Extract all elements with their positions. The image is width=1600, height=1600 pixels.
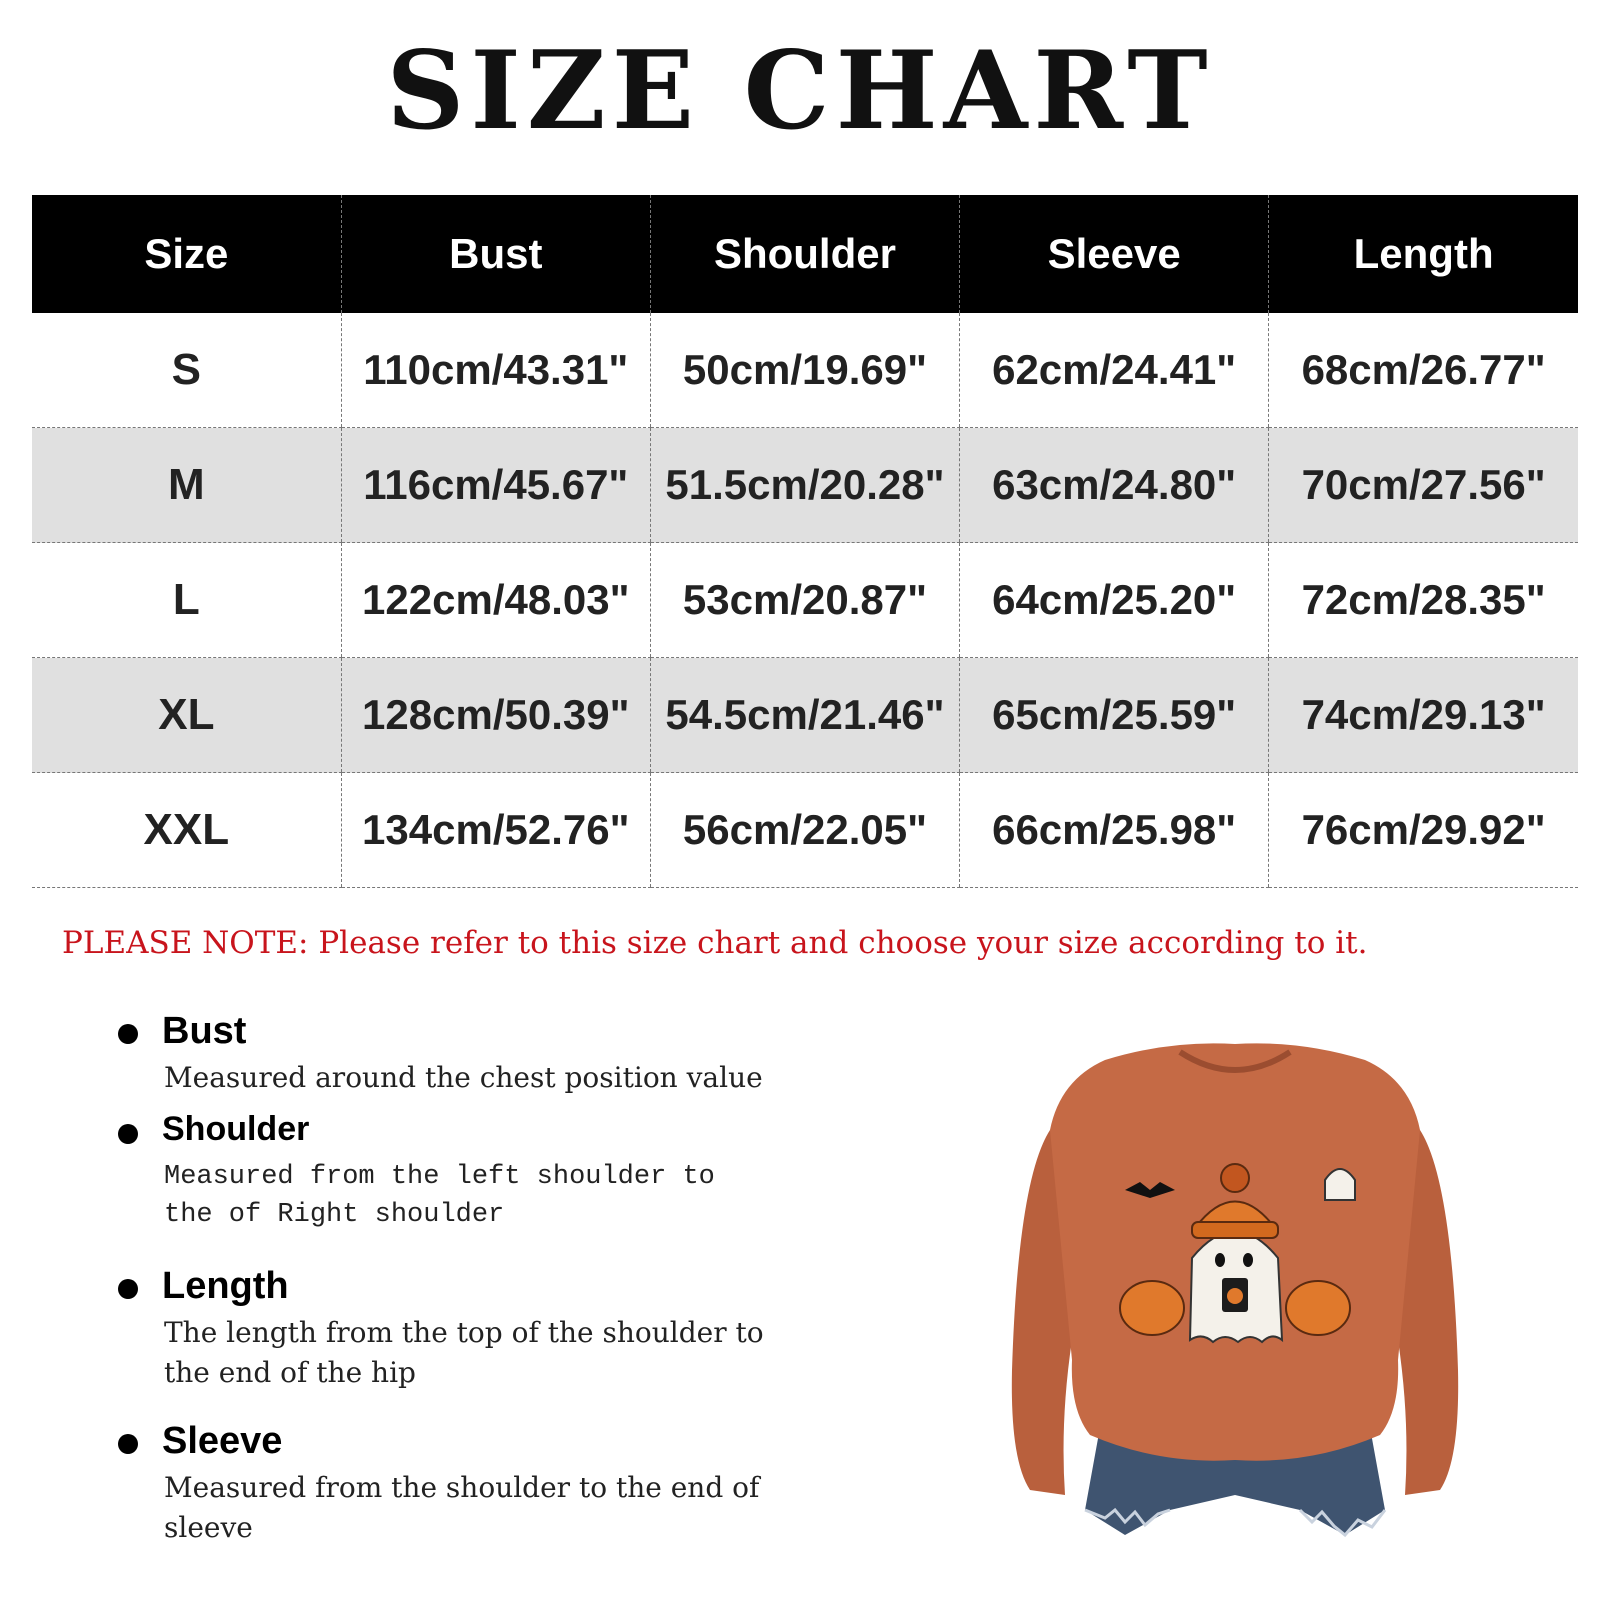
header-size: Size	[32, 195, 341, 313]
header-length: Length	[1269, 195, 1578, 313]
cell-bust: 110cm/43.31"	[341, 313, 650, 428]
size-note: PLEASE NOTE: Please refer to this size chart and choose your size according to it.	[62, 925, 1368, 961]
cell-sleeve: 62cm/24.41"	[960, 313, 1269, 428]
legend-title: Sleeve	[162, 1420, 283, 1462]
cell-shoulder: 53cm/20.87"	[650, 543, 959, 658]
table-row	[32, 543, 1578, 658]
cell-shoulder: 50cm/19.69"	[650, 313, 959, 428]
legend-title: Shoulder	[162, 1110, 310, 1148]
sweatshirt-product-image	[1010, 1040, 1460, 1580]
cell-size: L	[32, 543, 341, 658]
header-shoulder: Shoulder	[650, 195, 959, 313]
bullet-icon	[118, 1024, 138, 1044]
cell-shoulder: 56cm/22.05"	[650, 773, 959, 888]
cell-length: 72cm/28.35"	[1269, 543, 1578, 658]
cell-sleeve: 63cm/24.80"	[960, 428, 1269, 543]
legend-title: Bust	[162, 1010, 247, 1052]
size-table	[32, 195, 1578, 888]
header-bust: Bust	[341, 195, 650, 313]
table-row	[32, 658, 1578, 773]
legend-description: Measured from the shoulder to the end of sleeve	[164, 1471, 760, 1544]
legend-description: Measured around the chest position value	[164, 1061, 763, 1094]
page-title: SIZE CHART	[386, 28, 1214, 154]
cell-length: 70cm/27.56"	[1269, 428, 1578, 543]
cell-sleeve: 65cm/25.59"	[960, 658, 1269, 773]
cell-size: XXL	[32, 773, 341, 888]
cell-length: 74cm/29.13"	[1269, 658, 1578, 773]
cell-bust: 122cm/48.03"	[341, 543, 650, 658]
cell-length: 68cm/26.77"	[1269, 313, 1578, 428]
legend-description: The length from the top of the shoulder to the end of the hip	[164, 1316, 764, 1389]
table-row	[32, 773, 1578, 888]
cell-bust: 116cm/45.67"	[341, 428, 650, 543]
cell-sleeve: 64cm/25.20"	[960, 543, 1269, 658]
bullet-icon	[118, 1124, 138, 1144]
cell-size: S	[32, 313, 341, 428]
cell-sleeve: 66cm/25.98"	[960, 773, 1269, 888]
legend-title: Length	[162, 1265, 289, 1307]
cell-shoulder: 51.5cm/20.28"	[650, 428, 959, 543]
cell-size: M	[32, 428, 341, 543]
cell-shoulder: 54.5cm/21.46"	[650, 658, 959, 773]
cell-length: 76cm/29.92"	[1269, 773, 1578, 888]
table-row	[32, 428, 1578, 543]
header-sleeve: Sleeve	[960, 195, 1269, 313]
cell-size: XL	[32, 658, 341, 773]
legend-description: Measured from the left shoulder to the of Right shoulder	[164, 1162, 715, 1230]
cell-bust: 128cm/50.39"	[341, 658, 650, 773]
table-row	[32, 313, 1578, 428]
table-header-row	[32, 195, 1578, 313]
bullet-icon	[118, 1434, 138, 1454]
cell-bust: 134cm/52.76"	[341, 773, 650, 888]
bullet-icon	[118, 1279, 138, 1299]
